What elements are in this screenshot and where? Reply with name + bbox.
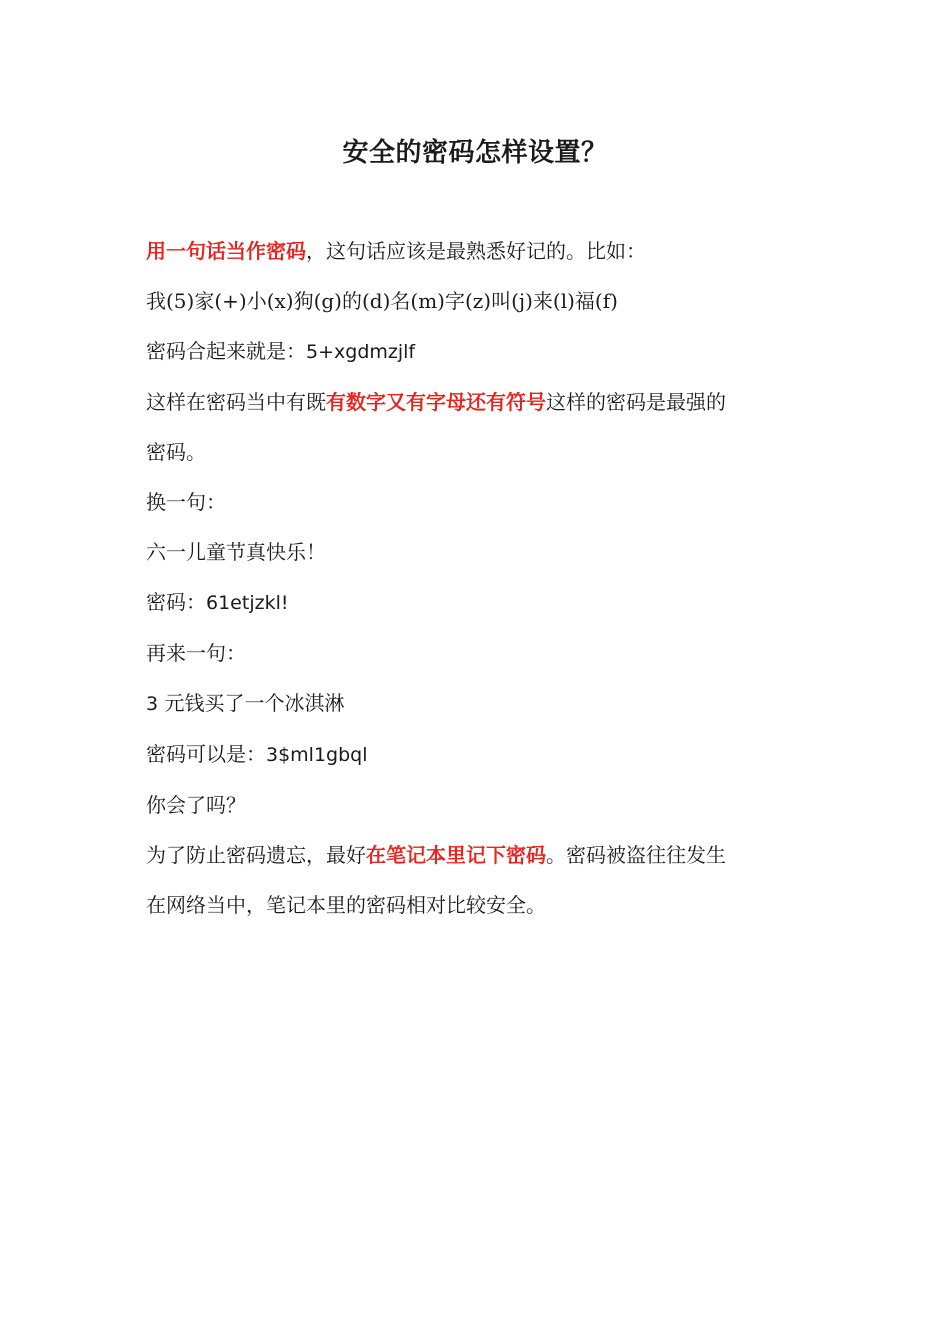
- paragraph-10: [146, 729, 826, 780]
- paragraph-text: 密码。: [146, 440, 206, 464]
- paragraph-8: [146, 628, 826, 678]
- paragraph-text: 你会了吗？: [146, 793, 246, 817]
- paragraph-text: 再来一句：: [146, 641, 246, 665]
- paragraph-text: 六一儿童节真快乐！: [146, 540, 326, 564]
- paragraph-label: 密码可以是：: [146, 742, 266, 766]
- paragraph-5: [146, 477, 826, 527]
- document-title: 安全的密码怎样设置？: [342, 138, 608, 168]
- paragraph-text: 换一句：: [146, 490, 226, 514]
- password-example: 5+xgdmzjlf: [306, 341, 416, 363]
- paragraph-1: [146, 226, 826, 276]
- paragraph-text: 这样的密码是最强的: [546, 390, 726, 414]
- emphasis-text: 在笔记本里记下密码: [366, 843, 546, 867]
- number-text: 3: [146, 693, 159, 715]
- paragraph-9: [146, 678, 826, 729]
- paragraph-text: 。密码被盗往往发生: [546, 843, 726, 867]
- paragraph-2: [146, 276, 826, 326]
- emphasis-text: 用一句话当作密码: [146, 239, 306, 263]
- paragraph-text: 我(5)家(+)小(x)狗(g)的(d)名(m)字(z)叫(j)来(l)福(f): [146, 289, 618, 313]
- paragraph-6: [146, 527, 826, 577]
- paragraph-text: 元钱买了一个冰淇淋: [164, 691, 345, 715]
- paragraph-text: 在网络当中，笔记本里的密码相对比较安全。: [146, 893, 546, 917]
- paragraph-3: [146, 326, 826, 377]
- paragraph-4: [146, 377, 826, 427]
- password-example: 61etjzkl!: [206, 592, 289, 614]
- paragraph-text: 为了防止密码遗忘，最好: [146, 843, 366, 867]
- paragraph-text: ，这句话应该是最熟悉好记的。比如：: [306, 239, 646, 263]
- paragraph-7: [146, 577, 826, 628]
- document-body: [146, 226, 826, 930]
- paragraph-text: 这样在密码当中有既: [146, 390, 326, 414]
- password-example: 3$ml1gbql: [266, 744, 368, 766]
- paragraph-label: 密码：: [146, 590, 206, 614]
- paragraph-12-continued: [146, 880, 826, 930]
- paragraph-12: [146, 830, 826, 880]
- emphasis-text: 有数字又有字母还有符号: [326, 390, 546, 414]
- paragraph-label: 密码合起来就是：: [146, 339, 306, 363]
- paragraph-11: [146, 780, 826, 830]
- paragraph-4-continued: [146, 427, 826, 477]
